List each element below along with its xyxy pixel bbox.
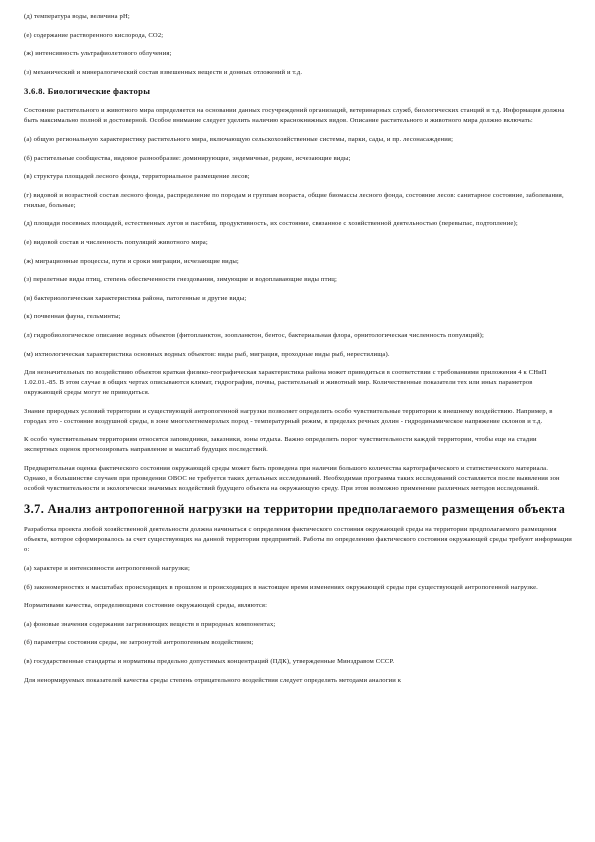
list-item: (з) механический и минералогический состав взвешенных веществ и донных отложений и т.д. xyxy=(24,68,303,76)
list-item: (з) перелетные виды птиц, степень обеспеченности гнездования, зимующие и водоплавающие виды птиц; xyxy=(24,276,337,284)
list-item: (и) бактериологическая характеристика района, патогенные и другие виды; xyxy=(24,294,247,302)
list-item: (б) закономерностях и масштабах происходящих в прошлом и происходящих в настоящее время изменениях окружающей среды при существующей антропогенной нагрузке. xyxy=(24,583,538,591)
paragraph: Знание природных условий территории и существующей антропогенной нагрузки позволяет определить особо чувствительные территории к внешнему воздействию. Например, в городах это - состояние воздушной среды, в зоне многолетнемерзлых пород - температурный режим, в пределах речных долин - гидродинамическое напряжение склонов и т.д. xyxy=(24,407,553,425)
paragraph: Для ненормируемых показателей качества среды степень отрицательного воздействия следует определять методами аналогии к xyxy=(24,676,402,684)
paragraph: Для незначительных по воздействию объектов краткая физико-географическая характеристика района может приводиться в соответствии с требованиями приложения 4 к СНиП 1.02.01.-85. В этом случае в общих чертах описываются климат, гидрография, почвы, растительный и животный мир. Количественные показатели тех или иных параметров окружающей среды могут не приводиться. xyxy=(24,369,547,397)
list-item: (в) государственные стандарты и нормативы предельно допустимых концентраций (ПДК), утвержденные Минздравом СССР. xyxy=(24,658,395,666)
list-item: (е) содержание растворенного кислорода, CO2; xyxy=(24,31,164,39)
list-item: (л) гидробиологическое описание водных объектов (фитопланктон, зоопланктон, бентос, бактериальная флора, орнитологическая численность популяций); xyxy=(24,331,485,339)
list-item: (в) структура площадей лесного фонда, территориальное размещение лесов; xyxy=(24,173,250,181)
list-item: (г) видовой и возрастной состав лесного фонда, распределение по породам и группам возраста, общие биомассы лесного фонда, состояние лесов: санитарное состояние, заболевания, гнилые, больные; xyxy=(24,191,564,209)
list-item: (б) параметры состояния среды, не затронутой антропогенным воздействием; xyxy=(24,639,254,647)
list-item: (д) площади посевных площадей, естественных лугов и пастбищ, продуктивность, их состояние, связанное с хозяйственной деятельностью (перевыпас, подтопление); xyxy=(24,220,518,228)
list-item: (ж) интенсивность ультрафиолетового облучения; xyxy=(24,50,172,58)
paragraph: Разработка проекта любой хозяйственной деятельности должна начинаться с определения фактического состояния окружающей среды на территории предполагаемого размещения объекта, которое сформировалось за счет существующих на данной территории предприятий. Работы по определению фактического состояния окружающей среды требуют информации о: xyxy=(24,526,572,554)
list-item: (е) видовой состав и численность популяций животного мира; xyxy=(24,238,208,246)
list-item: (а) общую региональную характеристику растительного мира, включающую сельскохозяйственные системы, парки, сады, и пр. лесонасаждения; xyxy=(24,135,454,143)
list-item: (а) фоновые значения содержания загрязняющих веществ в природных компонентах; xyxy=(24,620,276,628)
list-item: (ж) миграционные процессы, пути и сроки миграции, исчезающие виды; xyxy=(24,257,239,265)
list-item: (д) температура воды, величина pH; xyxy=(24,13,130,20)
paragraph: К особо чувствительным территориям относятся заповедники, заказники, зоны отдыха. Важно определить порог чувствительности каждой территории, чтобы еще на стадии экспертных оценок прогнозировать направление и масштаб будущих последствий. xyxy=(24,436,537,454)
list-item: (б) растительные сообщества, видовое разнообразие: доминирующие, эндемичные, редкие, исчезающие виды; xyxy=(24,154,351,162)
paragraph: Нормативами качества, определяющими состояние окружающей среды, являются: xyxy=(24,602,268,610)
list-item: (к) почвенная фауна, гельминты; xyxy=(24,313,121,321)
list-item: (а) характере и интенсивности антропогенной нагрузки; xyxy=(24,565,190,573)
section-title: 3.7. Анализ антропогенной нагрузки на территории предполагаемого размещения объекта xyxy=(24,502,566,517)
list-item: (м) ихтиологическая характеристика основных водных объектов: виды рыб, миграция, проходные виды рыб, нерестилища). xyxy=(24,350,390,358)
subsection-title: 3.6.8. Биологические факторы xyxy=(24,86,151,97)
document-page xyxy=(24,12,572,694)
paragraph: Состояние растительного и животного мира определяется на основании данных госучреждений организаций, ветеринарных служб, биологических станций и т.д. Информация должна быть максимально полной и достоверной. Особое внимание следует уделить наличию краснокнижных видов. Описание растительного и животного мира должно включать: xyxy=(24,107,565,125)
paragraph: Предварительная оценка фактического состояния окружающей среды может быть проведена при наличии большого количества картографического и статистического материала. Однако, в большинстве случаев при проведении ОВОС не требуется таких детальных исследований. Необходимая программа таких исследований составляется после выявления зон особой чувствительности и экологически значимых воздействий будущего объекта на окружающую среду. При этом возможно применение различных методов исследований. xyxy=(24,464,560,492)
